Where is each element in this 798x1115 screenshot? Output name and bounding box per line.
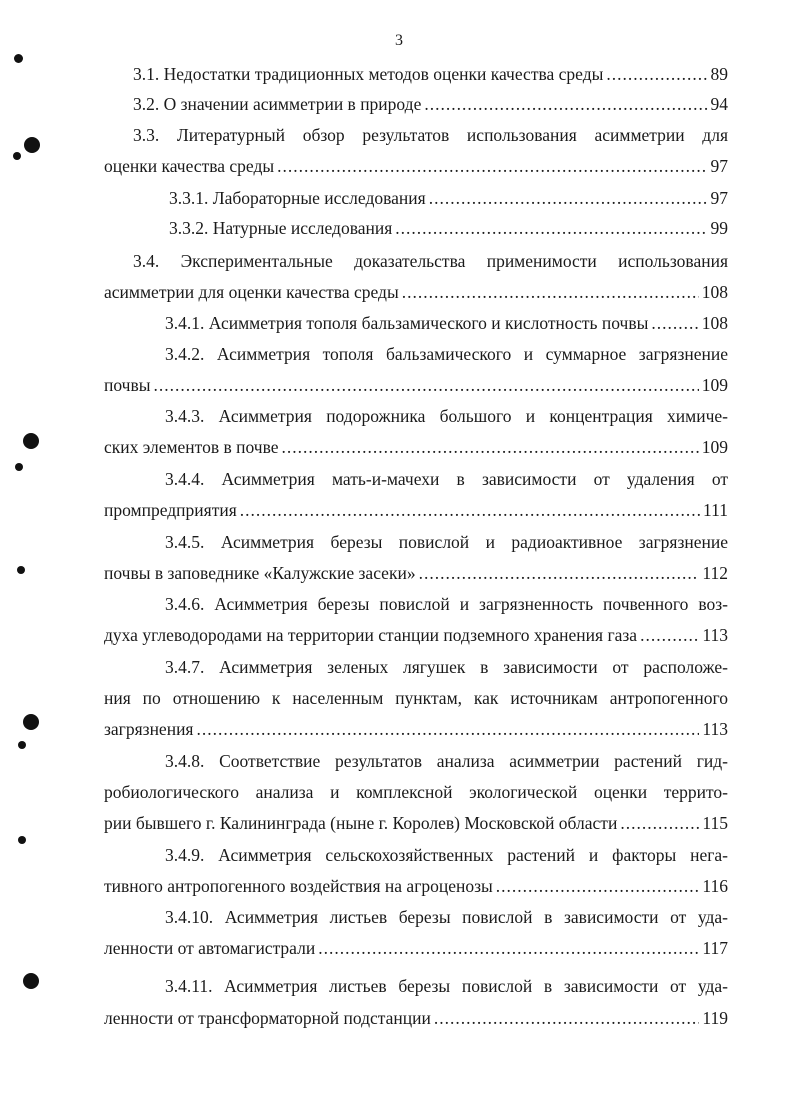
toc-entry-title: ленности от автомагистрали — [104, 938, 316, 958]
leader-dots — [196, 718, 699, 740]
leader-dots — [395, 217, 707, 239]
toc-entry-title: почвы в заповеднике «Калужские засеки» — [104, 563, 416, 583]
toc-entry-title: промпредприятия — [104, 500, 237, 520]
toc-entry-page: 89 — [710, 64, 728, 84]
toc-entry-3-4-line1[interactable]: 3.4. Экспериментальные доказательства применимости использования — [133, 251, 728, 271]
toc-entry-3-4-5-line1[interactable]: 3.4.5. Асимметрия березы повислой и радиоактивное загрязнение — [165, 532, 728, 552]
toc-entry-3-4-2[interactable] — [104, 374, 728, 396]
toc-entry-title: оценки качества среды — [104, 156, 275, 176]
toc-entry-title: рии бывшего г. Калининграда (ныне г. Королев) Московской области — [104, 813, 618, 833]
toc-entry-3-4-10-line1[interactable]: 3.4.10. Асимметрия листьев березы повислой в зависимости от уда- — [165, 907, 728, 927]
leader-dots — [640, 624, 699, 646]
toc-entry-page: 109 — [701, 437, 728, 457]
toc-entry-3-4-8-line2[interactable]: робиологического анализа и комплексной экологической оценки террито- — [104, 782, 728, 802]
leader-dots — [240, 499, 700, 521]
toc-entry-title: ских элементов в почве — [104, 437, 279, 457]
toc-entry-title: 3.3.1. Лабораторные исследования — [169, 188, 426, 208]
toc-entry-page: 113 — [702, 719, 728, 739]
toc-entry-page: 99 — [710, 218, 728, 238]
toc-entry-3-3-2[interactable] — [169, 217, 728, 239]
toc-entry-title: 3.1. Недостатки традиционных методов оценки качества среды — [133, 64, 604, 84]
toc-entry-3-4-11-line1[interactable]: 3.4.11. Асимметрия листьев березы повислой в зависимости от уда- — [165, 976, 728, 996]
leader-dots — [434, 1007, 700, 1029]
leader-dots — [277, 155, 707, 177]
toc-entry-page: 109 — [701, 375, 728, 395]
toc-entry-page: 108 — [701, 282, 728, 302]
toc-entry-3-4-4-line1[interactable]: 3.4.4. Асимметрия мать-и-мачехи в зависимости от удаления от — [165, 469, 728, 489]
toc-entry-title: тивного антропогенного воздействия на агроценозы — [104, 876, 493, 896]
toc-entry-3-4-8[interactable] — [104, 812, 728, 834]
toc-entry-page: 97 — [710, 188, 728, 208]
toc-entry-page: 112 — [702, 563, 728, 583]
toc-entry-3-1[interactable] — [133, 63, 728, 85]
toc-entry-title: загрязнения — [104, 719, 194, 739]
toc-entry-3-4-7-line2[interactable]: ния по отношению к населенным пунктам, как источникам антропогенного — [104, 688, 728, 708]
leader-dots — [496, 875, 700, 897]
toc-entry-page: 97 — [710, 156, 728, 176]
toc-entry-3-2[interactable] — [133, 93, 728, 115]
leader-dots — [402, 281, 699, 303]
leader-dots — [620, 812, 699, 834]
toc-entry-3-4-4[interactable] — [104, 499, 728, 521]
toc-entry-title: 3.2. О значении асимметрии в природе — [133, 94, 422, 114]
toc-entry-3-4-11[interactable] — [104, 1007, 728, 1029]
leader-dots — [419, 562, 700, 584]
leader-dots — [606, 63, 707, 85]
toc-entry-title: ленности от трансформаторной подстанции — [104, 1008, 431, 1028]
toc-entry-page: 116 — [702, 876, 728, 896]
toc-entry-page: 108 — [701, 313, 728, 333]
toc-entry-3-4-9[interactable] — [104, 875, 728, 897]
toc-entry-page: 94 — [710, 94, 728, 114]
toc-entry-3-4-3-line1[interactable]: 3.4.3. Асимметрия подорожника большого и концентрация химиче- — [165, 406, 728, 426]
toc-entry-3-3-1[interactable] — [169, 187, 728, 209]
leader-dots — [424, 93, 707, 115]
toc-entry-3-4-2-line1[interactable]: 3.4.2. Асимметрия тополя бальзамического и суммарное загрязнение — [165, 344, 728, 364]
toc-entry-page: 115 — [702, 813, 728, 833]
toc-entry-page: 113 — [702, 625, 728, 645]
leader-dots — [651, 312, 698, 334]
toc-entry-page: 119 — [702, 1008, 728, 1028]
toc-entry-page: 111 — [703, 500, 728, 520]
toc-entry-title: почвы — [104, 375, 151, 395]
toc-entry-3-3[interactable] — [104, 155, 728, 177]
toc-entry-title: духа углеводородами на территории станции подземного хранения газа — [104, 625, 638, 645]
toc-entry-3-4-6[interactable] — [104, 624, 728, 646]
toc-entry-3-4-1[interactable] — [165, 312, 728, 334]
leader-dots — [429, 187, 708, 209]
toc-entry-page: 117 — [702, 938, 728, 958]
toc-entry-title: 3.3.2. Натурные исследования — [169, 218, 393, 238]
toc-entry-3-4-8-line1[interactable]: 3.4.8. Соответствие результатов анализа асимметрии растений гид- — [165, 751, 728, 771]
toc-entry-title: 3.4.1. Асимметрия тополя бальзамического и кислотность почвы — [165, 313, 649, 333]
toc-entry-3-4-3[interactable] — [104, 436, 728, 458]
leader-dots — [153, 374, 698, 396]
leader-dots — [282, 436, 699, 458]
toc-entry-3-4-7[interactable] — [104, 718, 728, 740]
toc-entry-3-4-7-line1[interactable]: 3.4.7. Асимметрия зеленых лягушек в зависимости от расположе- — [165, 657, 728, 677]
page-number: 3 — [395, 32, 403, 49]
toc-entry-3-3-line1[interactable]: 3.3. Литературный обзор результатов использования асимметрии для — [133, 125, 728, 145]
toc-entry-3-4-9-line1[interactable]: 3.4.9. Асимметрия сельскохозяйственных растений и факторы нега- — [165, 845, 728, 865]
toc-entry-3-4-10[interactable] — [104, 937, 728, 959]
leader-dots — [318, 937, 699, 959]
toc-entry-3-4[interactable] — [104, 281, 728, 303]
toc-entry-3-4-6-line1[interactable]: 3.4.6. Асимметрия березы повислой и загрязненность почвенного воз- — [165, 594, 728, 614]
toc-entry-title: асимметрии для оценки качества среды — [104, 282, 399, 302]
toc-entry-3-4-5[interactable] — [104, 562, 728, 584]
